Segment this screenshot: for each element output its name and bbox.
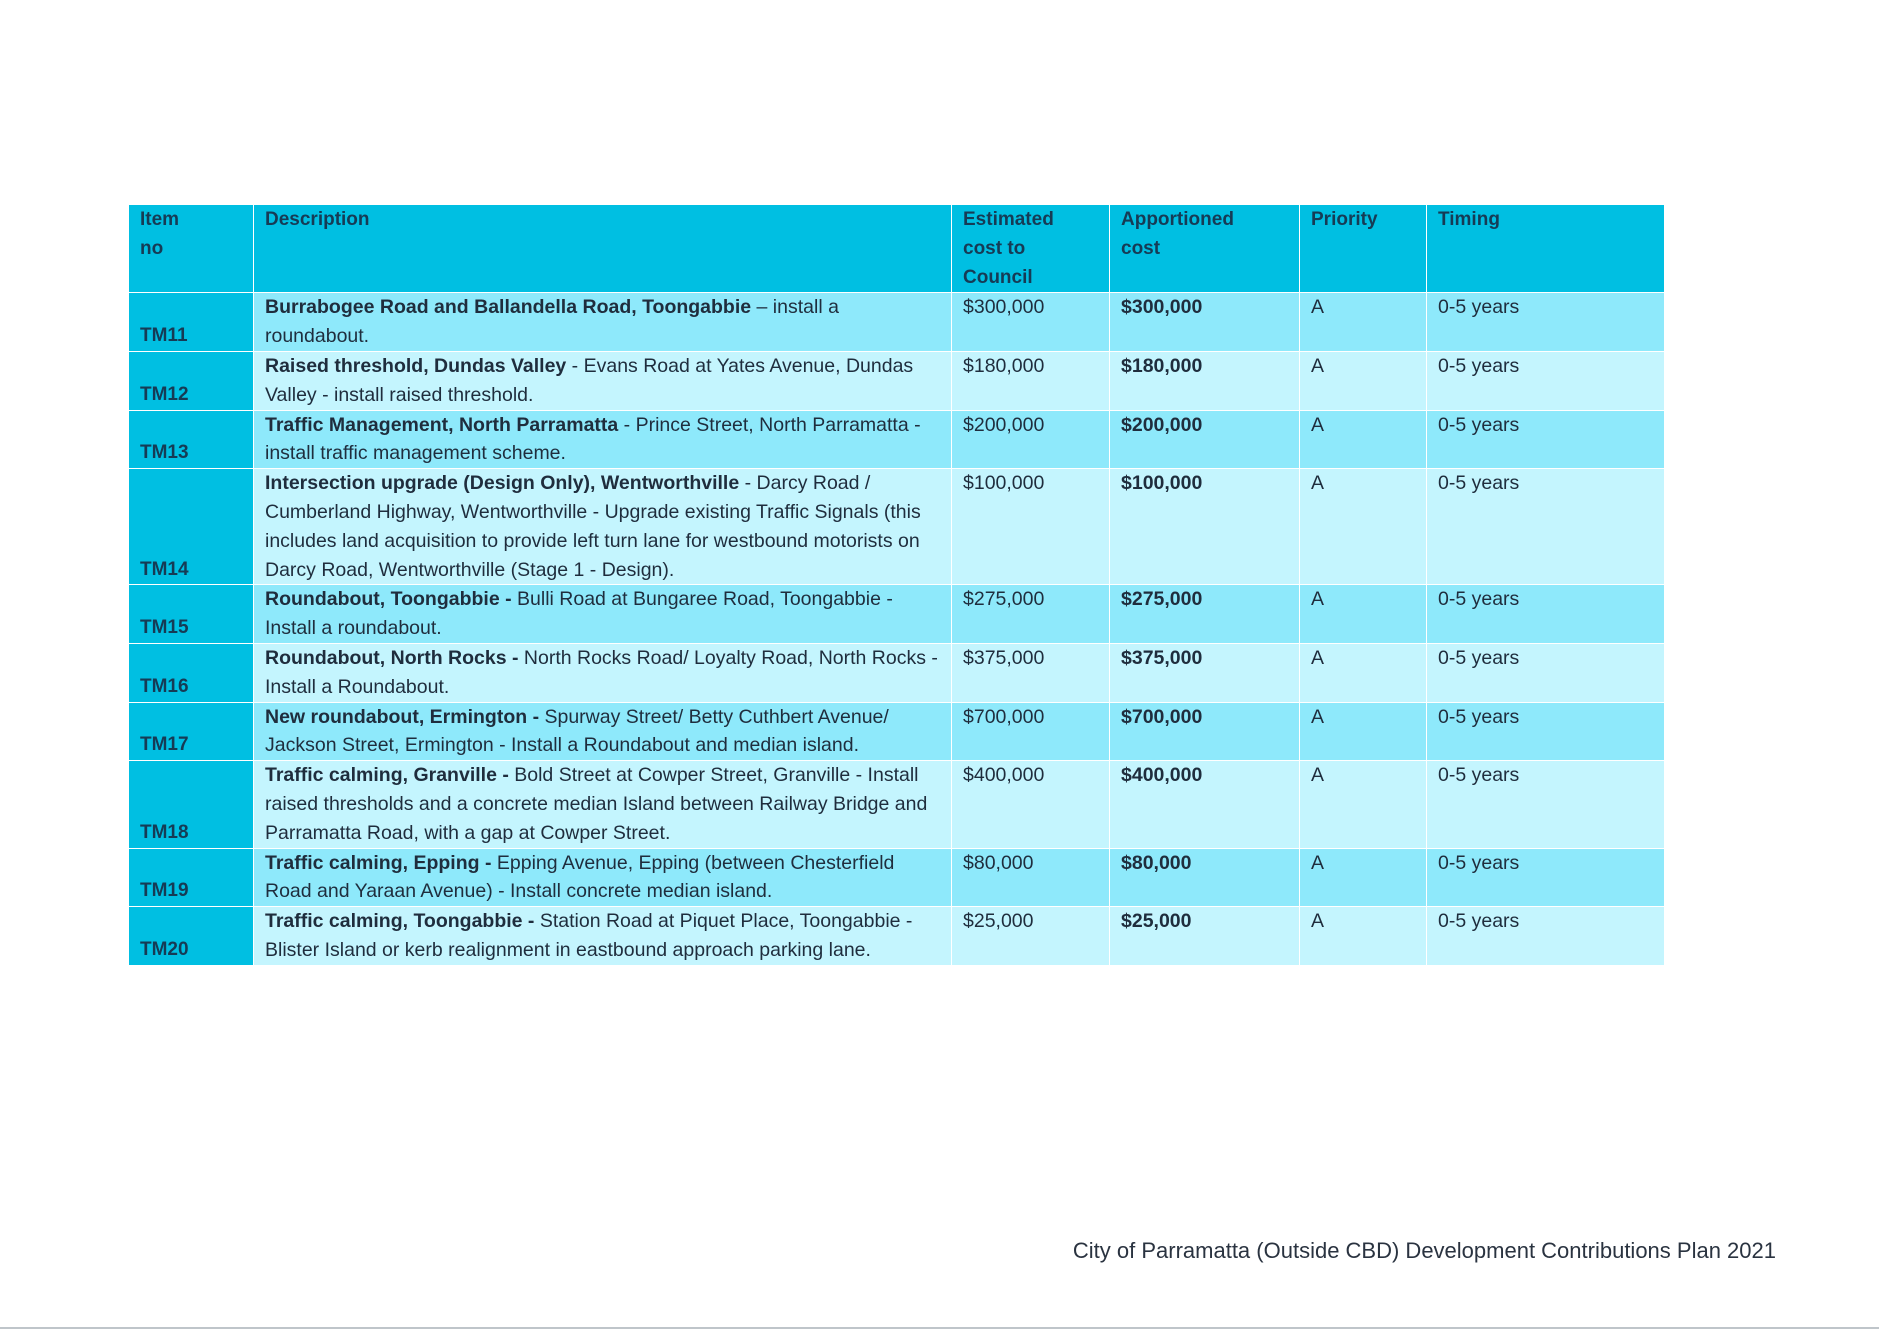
apportioned-cost-cell: $375,000 — [1110, 643, 1300, 702]
description-cell: Traffic calming, Epping - Epping Avenue, Epping (between Chesterfield Road and Yaraan Avenue) - Install concrete median island. — [254, 848, 952, 907]
item-no-cell: TM19 — [129, 848, 254, 907]
timing-cell: 0-5 years — [1427, 702, 1665, 761]
priority-cell: A — [1300, 761, 1427, 848]
description-cell: New roundabout, Ermington - Spurway Street/ Betty Cuthbert Avenue/ Jackson Street, Ermington - Install a Roundabout and median island. — [254, 702, 952, 761]
item-no-cell: TM16 — [129, 643, 254, 702]
priority-cell: A — [1300, 469, 1427, 585]
estimated-cost-cell: $300,000 — [952, 293, 1110, 352]
description-cell: Traffic calming, Toongabbie - Station Road at Piquet Place, Toongabbie - Blister Island or kerb realignment in eastbound approach parking lane. — [254, 907, 952, 966]
table-row — [129, 410, 1665, 469]
table-row — [129, 643, 1665, 702]
apportioned-cost-cell: $25,000 — [1110, 907, 1300, 966]
item-no-cell: TM14 — [129, 469, 254, 585]
table-row — [129, 469, 1665, 585]
item-no-cell: TM13 — [129, 410, 254, 469]
table-header-row — [129, 205, 1665, 293]
table-row — [129, 907, 1665, 966]
header-priority: Priority — [1300, 205, 1427, 293]
description-cell: Burrabogee Road and Ballandella Road, Toongabbie – install a roundabout. — [254, 293, 952, 352]
description-cell: Raised threshold, Dundas Valley - Evans Road at Yates Avenue, Dundas Valley - install raised threshold. — [254, 351, 952, 410]
timing-cell: 0-5 years — [1427, 585, 1665, 644]
description-cell: Traffic Management, North Parramatta - Prince Street, North Parramatta - install traffic management scheme. — [254, 410, 952, 469]
apportioned-cost-cell: $180,000 — [1110, 351, 1300, 410]
table-row — [129, 848, 1665, 907]
estimated-cost-cell: $700,000 — [952, 702, 1110, 761]
header-item-no: Item no — [129, 205, 254, 293]
apportioned-cost-cell: $100,000 — [1110, 469, 1300, 585]
priority-cell: A — [1300, 848, 1427, 907]
apportioned-cost-cell: $80,000 — [1110, 848, 1300, 907]
item-no-cell: TM11 — [129, 293, 254, 352]
description-cell: Traffic calming, Granville - Bold Street at Cowper Street, Granville - Install raised thresholds and a concrete median Island between Railway Bridge and Parramatta Road, with a gap at Cowper Street. — [254, 761, 952, 848]
item-no-cell: TM17 — [129, 702, 254, 761]
apportioned-cost-cell: $700,000 — [1110, 702, 1300, 761]
estimated-cost-cell: $375,000 — [952, 643, 1110, 702]
header-timing: Timing — [1427, 205, 1665, 293]
timing-cell: 0-5 years — [1427, 293, 1665, 352]
priority-cell: A — [1300, 907, 1427, 966]
estimated-cost-cell: $100,000 — [952, 469, 1110, 585]
estimated-cost-cell: $400,000 — [952, 761, 1110, 848]
estimated-cost-cell: $180,000 — [952, 351, 1110, 410]
table-row — [129, 702, 1665, 761]
estimated-cost-cell: $275,000 — [952, 585, 1110, 644]
apportioned-cost-cell: $300,000 — [1110, 293, 1300, 352]
priority-cell: A — [1300, 351, 1427, 410]
timing-cell: 0-5 years — [1427, 410, 1665, 469]
estimated-cost-cell: $200,000 — [952, 410, 1110, 469]
priority-cell: A — [1300, 293, 1427, 352]
table-row — [129, 761, 1665, 848]
item-no-cell: TM12 — [129, 351, 254, 410]
works-schedule-table — [128, 204, 1665, 966]
priority-cell: A — [1300, 702, 1427, 761]
apportioned-cost-cell: $200,000 — [1110, 410, 1300, 469]
priority-cell: A — [1300, 410, 1427, 469]
estimated-cost-cell: $25,000 — [952, 907, 1110, 966]
timing-cell: 0-5 years — [1427, 351, 1665, 410]
timing-cell: 0-5 years — [1427, 469, 1665, 585]
timing-cell: 0-5 years — [1427, 907, 1665, 966]
description-cell: Intersection upgrade (Design Only), Wentworthville - Darcy Road / Cumberland Highway, Wentworthville - Upgrade existing Traffic Signals (this includes land acquisition to provide left turn lane for westbound motorists on Darcy Road, Wentworthville (Stage 1 - Design). — [254, 469, 952, 585]
timing-cell: 0-5 years — [1427, 848, 1665, 907]
description-cell: Roundabout, North Rocks - North Rocks Road/ Loyalty Road, North Rocks - Install a Roundabout. — [254, 643, 952, 702]
table-row — [129, 585, 1665, 644]
header-estimated-cost: Estimated cost to Council — [952, 205, 1110, 293]
header-description: Description — [254, 205, 952, 293]
priority-cell: A — [1300, 585, 1427, 644]
table-row — [129, 351, 1665, 410]
header-apportioned-cost: Apportioned cost — [1110, 205, 1300, 293]
page-footer: City of Parramatta (Outside CBD) Development Contributions Plan 2021 — [1072, 1238, 1776, 1263]
estimated-cost-cell: $80,000 — [952, 848, 1110, 907]
description-cell: Roundabout, Toongabbie - Bulli Road at Bungaree Road, Toongabbie - Install a roundabout. — [254, 585, 952, 644]
timing-cell: 0-5 years — [1427, 761, 1665, 848]
apportioned-cost-cell: $400,000 — [1110, 761, 1300, 848]
apportioned-cost-cell: $275,000 — [1110, 585, 1300, 644]
timing-cell: 0-5 years — [1427, 643, 1665, 702]
item-no-cell: TM20 — [129, 907, 254, 966]
item-no-cell: TM15 — [129, 585, 254, 644]
priority-cell: A — [1300, 643, 1427, 702]
item-no-cell: TM18 — [129, 761, 254, 848]
table-row — [129, 293, 1665, 352]
